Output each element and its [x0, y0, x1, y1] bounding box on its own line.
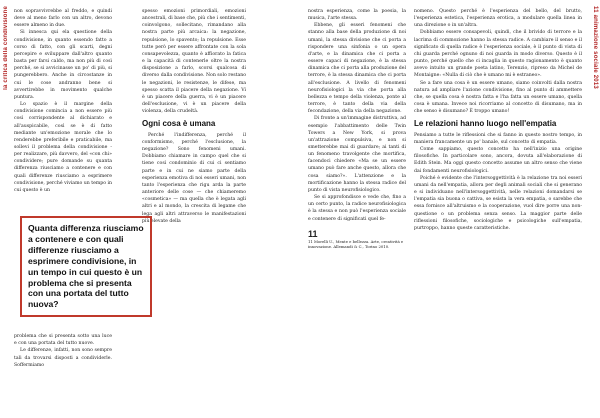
pull-quote: Quanta differenza riusciamo a contenere e con quali differenze riusciamo a esprimere condivisione, in un tempo in cui questo è un problema che si presenta con una portata del tutto nuova?: [20, 216, 152, 317]
paragraph: Ebbene, gli esseri fenomeni che stanno alla base della produzione di noi umani, la stessa divisione che ci porta a rispondere una sinfonia o un opera d'arte, e la dinamica che ci porta a essere capaci di negazione, è la stessa dinamica che ci porta alla produzione del terrore, è la stessa dinamica che ci porta all'esclusione. A livello di fenomeni neurofisiologici la via che porta alla bellezza e tempo della violenza, ponte al terrore, è tanto della via della fecondazione, della via della negazione.: [308, 23, 406, 115]
paragraph: Pensiamo a tutte le riflessioni che si fanno in questo nostro tempo, in maniera francamente un po' banale, sul concetto di empatia.: [414, 132, 582, 145]
right-column-2: [414, 8, 582, 232]
paragraph: Lo spazio è il margine della condivisione comincia a non essere più così corrispondente al dichiarato e all'auspicabile, così se è di fatto mediante un'emozione morale che lo renderebbe preferibile e praticabile, ma sollevi il problema della condivisione - per realizzare, più davvero, del «con chi» condividere; pure domande su quanta differenza riusciamo a contenere e con quali differenze riusciamo a esprimere condivisione, perché viviamo un tempo in cui questo è un: [14, 102, 112, 193]
section-heading: Le relazioni hanno luogo nell'empatia: [414, 119, 557, 129]
paragraph: nostra esperienza, come la poesia, la musica, l'arte stessa.: [308, 9, 406, 22]
left-side-label: la critica della condivisione: [3, 6, 9, 90]
paragraph: Dobbiamo essere consapevoli, quindi, che il brivido di terrore e la lacrima di commozione hanno la stessa radice. A cambiare il senso e il significato di quella radice è l'esperienza sociale, è il punto di vista di chi guarda perché ognuno di noi guarda in modo diverso. Questo è il punto, perché quello che ci incaglia in questo ragionamento è quanto avevo intuito un grande poeta latino, Terenzio, ripreso da Michel de Montaigne: «Nulla di ciò che è umano mi è estraneo».: [414, 30, 582, 79]
section-heading: Ogni cosa è umana: [142, 119, 216, 129]
right-side-label: 11 animazione sociale 2013: [592, 6, 598, 89]
paragraph: Di fronte a un'immagine distruttiva, ad esempio l'abbattimento delle Twin Towers a New York, si prova un'attrazione compulsiva, e non si smetterebbe mai di guardare; ai tanti di un fenomeno travolgente che mortifica, facendoci chiedere «Ma se un essere umano può fare anche questo, allora che cosa siamo?». L'attenzione e la mortificazione hanno la stessa radice del punto di vista neurofisiologico.: [308, 116, 406, 193]
footnote-number: 11: [308, 228, 318, 239]
paragraph: Le differenze, infatti, non sono sempre tali da trovarsi disposti a condividerle. Soffermiamo: [14, 348, 112, 368]
paragraph: Si innesca qui ela questione della condivisione, in quanto essendo fatto a corso di fatto, con gli scarti, degni percepire e sviluppare dall'altro quanto basta per farsi caldo, ma non più di così perché, se si avvicinasse un po' di più, si pungerebbero. Anche in circostanze in cui le cose andranno bene si avvertirebbe in movimento qualche puntura.: [14, 30, 112, 100]
paragraph: Come sappiamo, questo concetto ha nell'inizio una origine filosofiche. In particolare sono, ancora, dovuta all'elaborazione di Edith Stein. Ma oggi questo concetto assume un altro senso che viene dai fondamenti neurofisiologici.: [414, 147, 582, 174]
paragraph: Se a fare una cosa è un essere umano, siamo coinvolti dalla nostra natura ad ampliare l'azione condivisione, fino al punto di ammettere che, se quella cosa è nostra fatta e l'ha fatta un essere umano, quella cosa è umana. Invece noi ricorriamo al concetto di disumano, ma in che senso è disumano? È troppo umano!: [414, 80, 582, 115]
paragraph: nomeno. Questo perché è l'esperienza del bello, del brutto, l'esperienza estetica, l'esperienza erotica, a modulare quella linea in una direzione o in un'altra.: [414, 9, 582, 29]
paragraph: problema che si presenta sotto una luce e con una portata del tutto nuove.: [14, 334, 112, 347]
left-column-2: [142, 8, 246, 225]
right-column-1: [308, 8, 406, 249]
paragraph: Perché l'indifferenza, perché il conformismo, perché l'esclusione, la negazione? Sono fenomeni umani. Dobbiamo chiamare in campo quel che si tiene così condominio di cui ci sentiamo parte e in cui ne siamo parte della esperienza emotiva di noi esseri umani, non tanto l'esperienza che rigu arda la parte anteriore delle cose — che chiameremo «cosmetica» — ma quella che è legata agli altri e al mondo, la crescita di legame che lega agli altri attraverso le manifestazioni più elevate della: [142, 132, 246, 224]
paragraph: Poiché è evidente che l'intersoggettività è la relazione tra noi esseri umani da nell'empatia, allora per degli animali sociali che si generano e si individuano nell'intersoggettività, nelle relazioni domandarsi se l'empatia sia buona o cattiva, se esista la vera empatia, o sarebbe che essa fornisce all'altruismo e la cooperazione, vuol dire porre una non-questione o un problema senza senso. La maggior parte delle riflessioni filosofiche, sociologiche e psicologiche sull'empatia, purtroppo, hanno queste caratteristiche.: [414, 175, 582, 231]
paragraph: non sopravvivrebbe al freddo, e quindi deve al meno farlo con un altro, devono essere almeno in due.: [14, 9, 112, 29]
right-page: [300, 0, 600, 418]
paragraph: spesso emozioni primordiali, emozioni ancestrali, di base che, più che i sentimenti, coinvolgono, sollecitano, rimandano alla nostra parte più arcaica: la negazione, repulsione, lo spavento; la repulsione. Esse tutte però per essere affrontate con la sola consapevolezza, quanto è affiorato la fatica e la capacità di contenerle oltre la nostra disposizione a farlo, scorsi qualcosa di diverso dalla condivisione. Non solo restano le negazioni, le resistenze, le difese, ma spesso scatta il piacere della negazione. Vi è un piacere della guerra, vi è un piacere dell'esclusione, vi è un piacere della violenza, della crudeltà.: [142, 9, 246, 115]
footnote-text: 11 Morelli U., Mente e bellezza. Arte, creatività e innovazione. Allemandi & C., Torino 2010.: [308, 238, 404, 249]
paragraph: Se si approfondisce e vede che, fino a un certo punto, la radice neurofisiologica è la stessa e non può l'esperienza sociale e contenere di significati quel fe-: [308, 195, 406, 222]
